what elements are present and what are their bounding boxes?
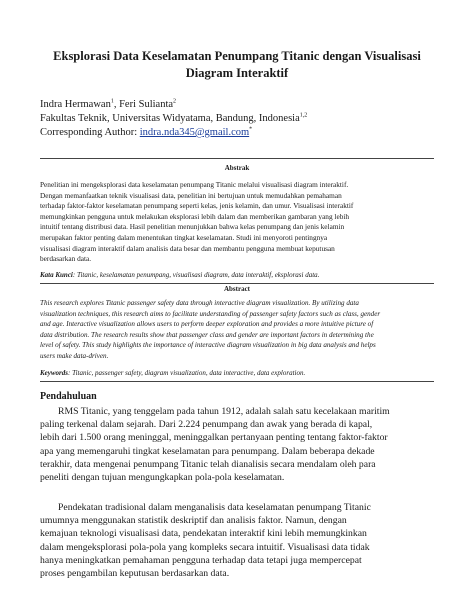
abstrak-line: intuitif tentang distribusi data. Hasil penelitian menunjukkan bahwa kelas penumpang dan jenis kelamin [40,222,345,232]
body-line: paling terkenal dalam sejarah. Dari 2.224 penumpang dan awak yang berada di kapal, [40,419,373,431]
abstract-line: and age. Interactive visualization allows users to perform deeper exploration and provides a more intuitive picture of [40,320,374,329]
section-heading: Pendahuluan [40,391,97,402]
body-line: peneliti dengan tujuan mengungkapkan pola-pola keselamatan. [40,472,285,484]
abstract-heading: Abstract [223,285,251,293]
pendahuluan-para2 [40,501,434,580]
abstract-line: This research explores Titanic passenger safety data through interactive diagram visualization. By utilizing data [40,299,359,307]
keywords-label: Keywords [40,369,68,377]
kata-kunci-label: Kata Kunci [40,271,73,279]
affiliation-sup: 1,2 [299,112,308,119]
abstrak-line: memungkinkan pengguna untuk melakukan eksplorasi lebih dalam dan memberikan gambaran yang lebih [40,211,350,221]
kata-kunci [40,270,434,280]
abstract-line: data distribution. The research results show that passenger class and gender are important factors in determining the [40,330,374,339]
author-names [40,98,176,112]
kata-kunci-text: : Titanic, keselamatan penumpang, visualisasi diagram, data interaktif, eksplorasi data. [72,271,320,279]
abstrak-line: merupakan faktor penting dalam menentukan tingkat keselamatan. Studi ini menyoroti pentingnya [40,232,328,242]
abstrak-line: berdasarkan data. [40,254,92,264]
abstract-line: visualization techniques, this research aims to facilitate understanding of passenger safety factors such as class, gender [40,309,381,318]
divider [40,158,434,159]
keywords [40,368,434,378]
body-line: kemajuan teknologi visualisasi data, pendekatan interaktif kini lebih memungkinkan [40,528,367,540]
abstrak-line: terhadap faktor-faktor keselamatan penumpang seperti kelas, jenis kelamin, dan umur. Visualisasi interaktif [40,201,354,211]
body-line: umumnya menggunakan statistik deskriptif dan analisis faktor. Namun, dengan [40,515,347,527]
abstrak-heading: Abstrak [224,164,250,172]
body-line: hanya meningkatkan pemahaman pengguna terhadap data tetapi juga mempercepat [40,554,362,566]
author-sup: 1 [110,98,114,105]
divider [40,381,434,382]
abstract-line: users make data-driven. [40,351,109,360]
body-line: lebih dari 1.500 orang meninggal, meninggalkan pertanyaan penting tentang faktor-faktor [40,432,388,444]
keywords-text: : Titanic, passenger safety, diagram visualization, data interactive, data exploration. [68,369,306,377]
corresponding-author [40,126,252,140]
divider [40,283,434,284]
body-line: Pendekatan tradisional dalam menganalisis data keselamatan penumpang Titanic [58,502,371,513]
title-line: Eksplorasi Data Keselamatan Penumpang Titanic dengan Visualisasi [53,49,421,63]
body-line: dalam mengeksplorasi pola-pola yang kompleks secara intuitif. Visualisasi data tidak [40,541,370,553]
body-line: proses pengambilan keputusan berdasarkan data. [40,568,230,580]
email-link[interactable]: indra.nda345@gmail.com [139,127,250,138]
abstrak-line: Dengan memanfaatkan teknik visualisasi data, penelitian ini bertujuan untuk memudahkan pemahaman [40,190,342,200]
author-name: , Feri Sulianta [113,99,174,110]
email-sup: * [249,126,253,133]
abstrak-line: visualisasi diagram interaktif dalam analisis data besar dan membantu pengguna membuat keputusan [40,243,335,253]
pendahuluan-para1 [40,405,434,484]
abstrak-text [40,180,434,265]
body-line: terakhir, data mengenai penumpang Titanic telah dianalisis secara mendalam oleh para [40,458,376,470]
abstract-line: level of safety. This study highlights the importance of interactive diagram visualization in big data analysis and helps [40,341,376,350]
title-line: Diagram Interaktif [185,66,289,80]
author-affiliation [40,112,307,126]
abstract-text [40,298,434,362]
abstrak-line: Penelitian ini mengeksplorasi data keselamatan penumpang Titanic melalui visualisasi diagram interaktif. [40,180,349,189]
corresponding-label: Corresponding Author: [40,127,140,138]
body-line: apa yang memengaruhi tingkat keselamatan para penumpang. Dalam beberapa dekade [40,445,375,457]
author-sup: 2 [173,98,177,105]
author-name: Indra Hermawan [40,99,111,110]
affiliation-text: Fakultas Teknik, Universitas Widyatama, Bandung, Indonesia [40,113,300,124]
paper-title [40,48,434,82]
body-line: RMS Titanic, yang tenggelam pada tahun 1912, adalah salah satu kecelakaan maritim [58,406,390,417]
